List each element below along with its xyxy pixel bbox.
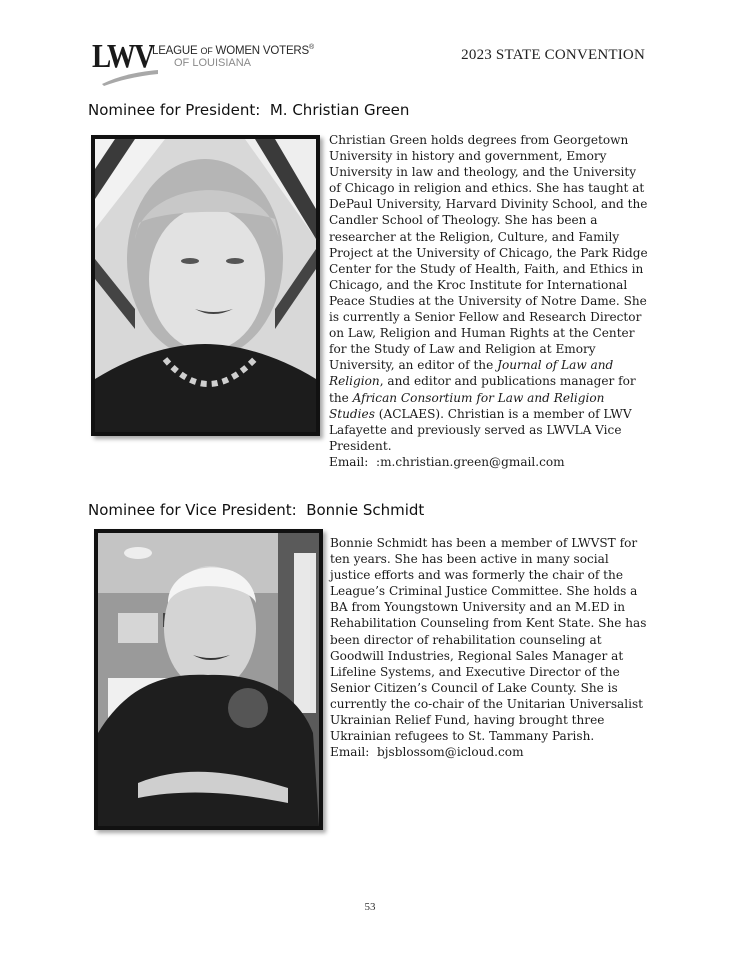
portrait-image-icon [95,139,316,432]
logo-mark: LWV [92,38,154,75]
lwv-louisiana-logo [92,40,322,90]
consortium-title: African Consortium for Law and Religion Studies [329,390,605,421]
bonnie-schmidt-photo [94,529,323,830]
bio-text: (ACLAES). Christian is a member of LWV Lafayette and previously served as LWVLA Vice President. [329,406,632,453]
bio-text: Bonnie Schmidt has been a member of LWVST for ten years. She has been active in many social justice efforts and was formerly the chair of the League’s Criminal Justice Committee. She holds a BA from Youngstown University and an M.ED in Rehabilitation Counseling from Kent State. She has been director of rehabilitation counseling at Goodwill Industries, Regional Sales Manager at Lifeline Systems, and Executive Director of the Senior Citizen’s Council of Lake County. She is currently the co-chair of the Unitarian Universalist Ukrainian Relief Fund, having brought three Ukrainian refugees to St. Tammany Parish. [330,536,647,744]
christian-green-photo [91,135,320,436]
bio-text: , and editor and publications manager for the [329,374,636,405]
email-label: Email: [330,745,378,760]
convention-title: 2023 STATE CONVENTION [461,47,645,63]
journal-title: Journal of Law and Religion [329,358,614,389]
bonnie-schmidt-bio [330,535,650,760]
org-subtitle: OF LOUISIANA [174,57,252,69]
registered-mark: ® [309,44,314,51]
christian-green-bio [329,132,649,470]
org-name [152,44,314,57]
vice-president-nominee-heading: Nominee for Vice President: Bonnie Schmidt [88,501,425,519]
email-label: Email: [329,454,377,469]
president-nominee-heading: Nominee for President: M. Christian Green [88,101,410,119]
logo-swoosh-icon [100,68,160,86]
org-name-women-voters: WOMEN VOTERS [212,44,309,57]
portrait-image-icon [98,533,319,826]
bio-text: Christian Green holds degrees from Georgetown University in history and government, Emory University in law and theology, and the University of Chicago in religion and ethics. She has taught at DePaul University, Harvard Divinity School, and the Candler School of Theology. She has been a researcher at the Religion, Culture, and Family Project at the University of Chicago, the Park Ridge Center for the Study of Health, Faith, and Ethics in Chicago, and the Kroc Institute for International Peace Studies at the University of Notre Dame. She is currently a Senior Fellow and Research Director on Law, Religion and Human Rights at the Center for the Study of Law and Religion at Emory University, an editor of the [329,133,648,373]
bonnie-schmidt-email[interactable]: bjsblossom@icloud.com [377,745,524,760]
org-name-of: OF [200,45,213,56]
org-name-league: LEAGUE [152,44,201,57]
page-number: 53 [364,901,376,913]
christian-green-email[interactable]: :m.christian.green@gmail.com [376,454,565,469]
